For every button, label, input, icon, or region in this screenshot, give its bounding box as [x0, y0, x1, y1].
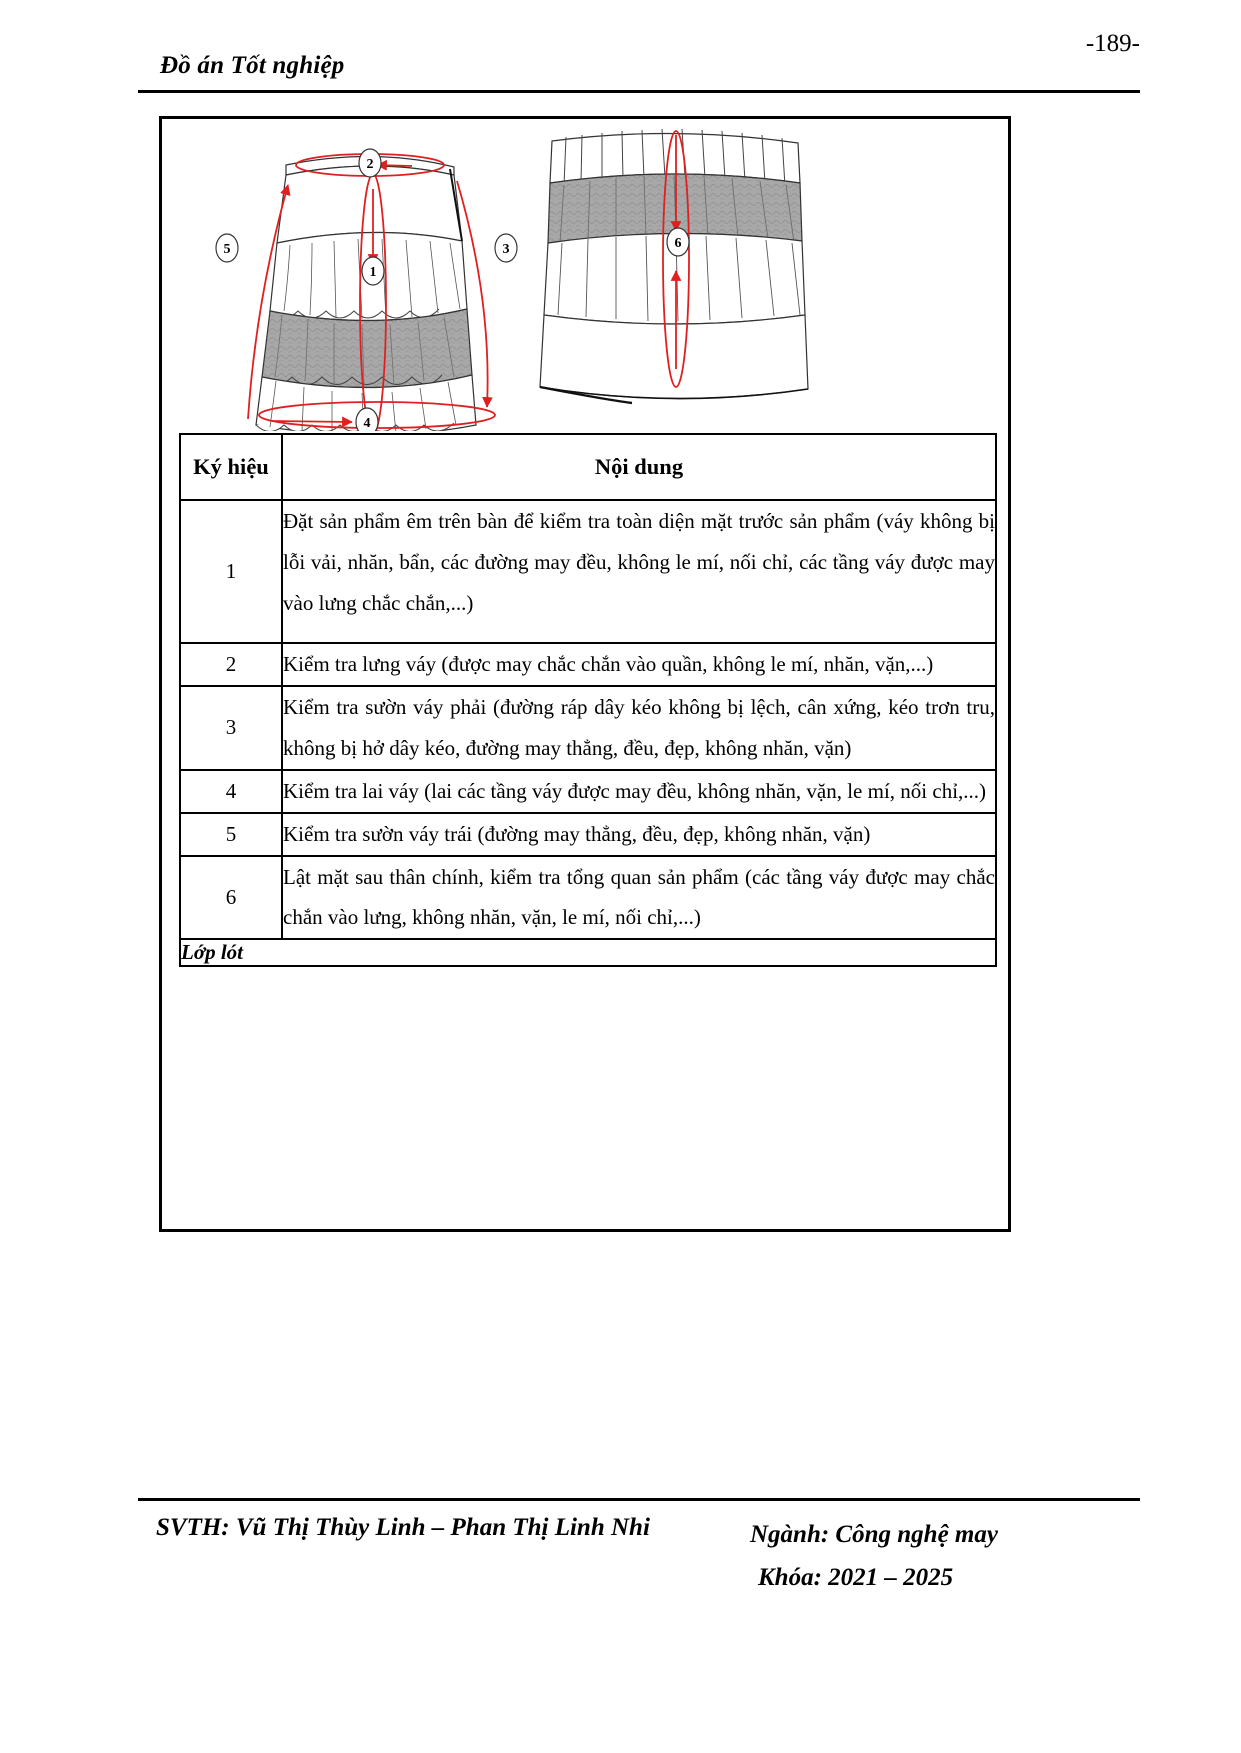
- row-symbol: 5: [180, 813, 282, 856]
- svg-text:5: 5: [223, 242, 231, 257]
- table-header-row: [180, 434, 996, 500]
- footer-divider: [138, 1498, 1140, 1501]
- callout-bubble-3: [495, 234, 517, 262]
- row-content: Kiểm tra lưng váy (được may chắc chắn vào quần, không le mí, nhăn, vặn,...): [282, 643, 996, 686]
- footer-student-names: SVTH: Vũ Thị Thùy Linh – Phan Thị Linh Nhi: [156, 1514, 650, 1541]
- callout-bubble-4: [356, 408, 378, 431]
- header-divider: [138, 90, 1140, 93]
- table-row: [180, 770, 996, 813]
- row-content: Kiểm tra lai váy (lai các tầng váy được may đều, không nhăn, vặn, le mí, nối chỉ,...): [282, 770, 996, 813]
- column-header-symbol: Ký hiệu: [180, 434, 282, 500]
- row-symbol: 3: [180, 686, 282, 770]
- footer-cohort: Khóa: 2021 – 2025: [758, 1563, 954, 1591]
- page-header: [138, 30, 1140, 92]
- skirt-back-view: [540, 129, 808, 403]
- row-symbol: 1: [180, 500, 282, 643]
- table-row: [180, 500, 996, 643]
- column-header-content: Nội dung: [282, 434, 996, 500]
- table-row: [180, 856, 996, 940]
- row-symbol: 4: [180, 770, 282, 813]
- footer-program-info: [750, 1514, 998, 1599]
- table-footer-row: [180, 939, 996, 966]
- inspection-table: [179, 433, 997, 967]
- svg-text:4: 4: [363, 416, 371, 431]
- row-symbol: 2: [180, 643, 282, 686]
- content-box: [159, 116, 1011, 1232]
- callout-bubble-1: [362, 257, 384, 285]
- document-title: Đồ án Tốt nghiệp: [160, 52, 345, 79]
- footer-major: Ngành: Công nghệ may: [750, 1521, 998, 1548]
- callout-bubble-2: [359, 149, 381, 177]
- table-row: [180, 643, 996, 686]
- table-row: [180, 686, 996, 770]
- row-content: Đặt sản phẩm êm trên bàn để kiểm tra toàn diện mặt trước sản phẩm (váy không bị lỗi vải, nhăn, bẩn, các đường may đều, không le mí, nối chỉ, các tầng váy được may vào lưng chắc chắn,...): [282, 500, 996, 643]
- row-content: Kiểm tra sườn váy trái (đường may thẳng, đều, đẹp, không nhăn, vặn): [282, 813, 996, 856]
- svg-text:1: 1: [369, 265, 377, 280]
- row-content: Lật mặt sau thân chính, kiểm tra tổng quan sản phẩm (các tầng váy được may chắc chắn vào lưng, không nhăn, vặn, le mí, nối chỉ,...): [282, 856, 996, 940]
- svg-text:2: 2: [366, 157, 374, 172]
- lining-note: Lớp lót: [180, 939, 996, 966]
- svg-text:6: 6: [674, 236, 682, 251]
- callout-bubble-6: [667, 228, 689, 256]
- technical-drawing-figure: [162, 119, 1008, 431]
- row-content: Kiểm tra sườn váy phải (đường ráp dây kéo không bị lệch, cân xứng, kéo trơn tru, không bị hở dây kéo, đường may thẳng, đều, đẹp, không nhăn, vặn): [282, 686, 996, 770]
- row-symbol: 6: [180, 856, 282, 940]
- table-row: [180, 813, 996, 856]
- callout-bubble-5: [216, 234, 238, 262]
- svg-text:3: 3: [502, 242, 510, 257]
- page-number: -189-: [1085, 30, 1140, 57]
